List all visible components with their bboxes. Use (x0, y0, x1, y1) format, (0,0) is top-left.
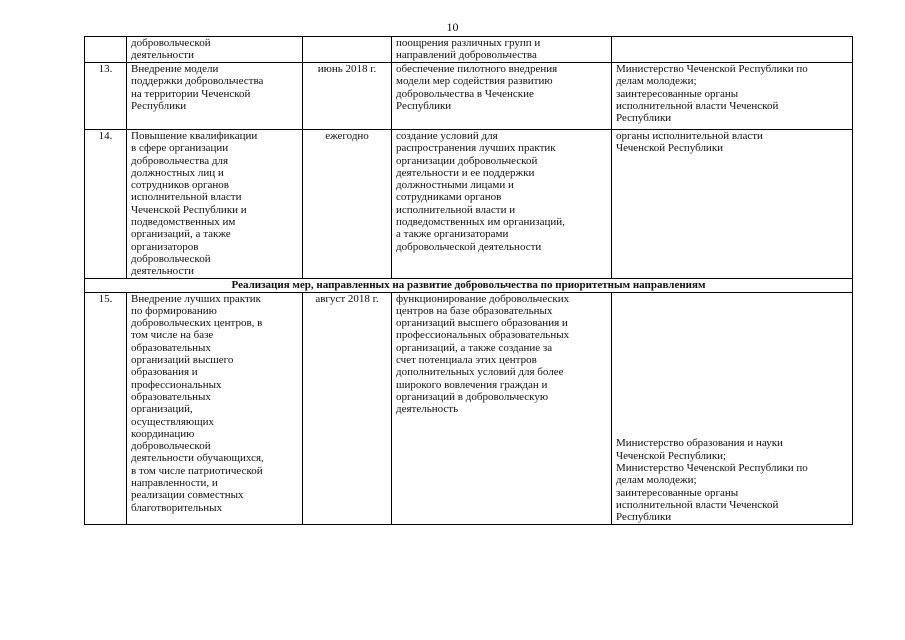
cell-date: июнь 2018 г. (303, 63, 392, 130)
cell-result: создание условий для распространения лучших практик организации добровольческой деятельности и ее поддержки должностными лицами и сотрудниками органов исполнительной власти и подведомственных им организаций, а также организаторами добровольческой деятельности (392, 130, 612, 279)
cell-name: Внедрение лучших практик по формированию добровольческих центров, в том числе на базе образовательных организаций высшего образования и профессиональных образовательных организаций, осуществляющих координацию добровольческой деятельности обучающихся, в том числе патриотической направленности, и реализации совместных благотворительных (127, 292, 303, 524)
cell-date (303, 37, 392, 63)
cell-num (85, 37, 127, 63)
cell-result: обеспечение пилотного внедрения модели мер содействия развитию добровольчества в Чеченские Республики (392, 63, 612, 130)
section-header-row (85, 278, 853, 292)
cell-responsible (612, 37, 853, 63)
cell-date: ежегодно (303, 130, 392, 279)
table-row (85, 130, 853, 279)
section-title: Реализация мер, направленных на развитие добровольчества по приоритетным направлениям (85, 278, 853, 292)
cell-result: поощрения различных групп и направлений добровольчества (392, 37, 612, 63)
page-number: 10 (446, 20, 459, 34)
table-row-continued (85, 37, 853, 63)
cell-num: 13. (85, 63, 127, 130)
cell-result: функционирование добровольческих центров на базе образовательных организаций высшего образования и профессиональных образовательных организаций, а также создание за счет потенциала этих центров дополнительных условий для более широкого вовлечения граждан и организаций в добровольческую деятельность (392, 292, 612, 524)
cell-num: 15. (85, 292, 127, 524)
cell-name: Внедрение модели поддержки добровольчества на территории Чеченской Республики (127, 63, 303, 130)
table-row (85, 63, 853, 130)
table-row (85, 292, 853, 524)
cell-num: 14. (85, 130, 127, 279)
cell-name: добровольческой деятельности (127, 37, 303, 63)
action-plan-table (84, 36, 853, 525)
cell-responsible: Министерство образования и науки Чеченской Республики; Министерство Чеченской Республики по делам молодежи; заинтересованные органы исполнительной власти Чеченской Республики (612, 292, 853, 524)
cell-date: август 2018 г. (303, 292, 392, 524)
cell-name: Повышение квалификации в сфере организации добровольчества для должностных лиц и сотрудников органов исполнительной власти Чеченской Республики и подведомственных им организаций, а также организаторов добровольческой деятельности (127, 130, 303, 279)
cell-responsible: Министерство Чеченской Республики по делам молодежи; заинтересованные органы исполнительной власти Чеченской Республики (612, 63, 853, 130)
cell-responsible: органы исполнительной власти Чеченской Республики (612, 130, 853, 279)
